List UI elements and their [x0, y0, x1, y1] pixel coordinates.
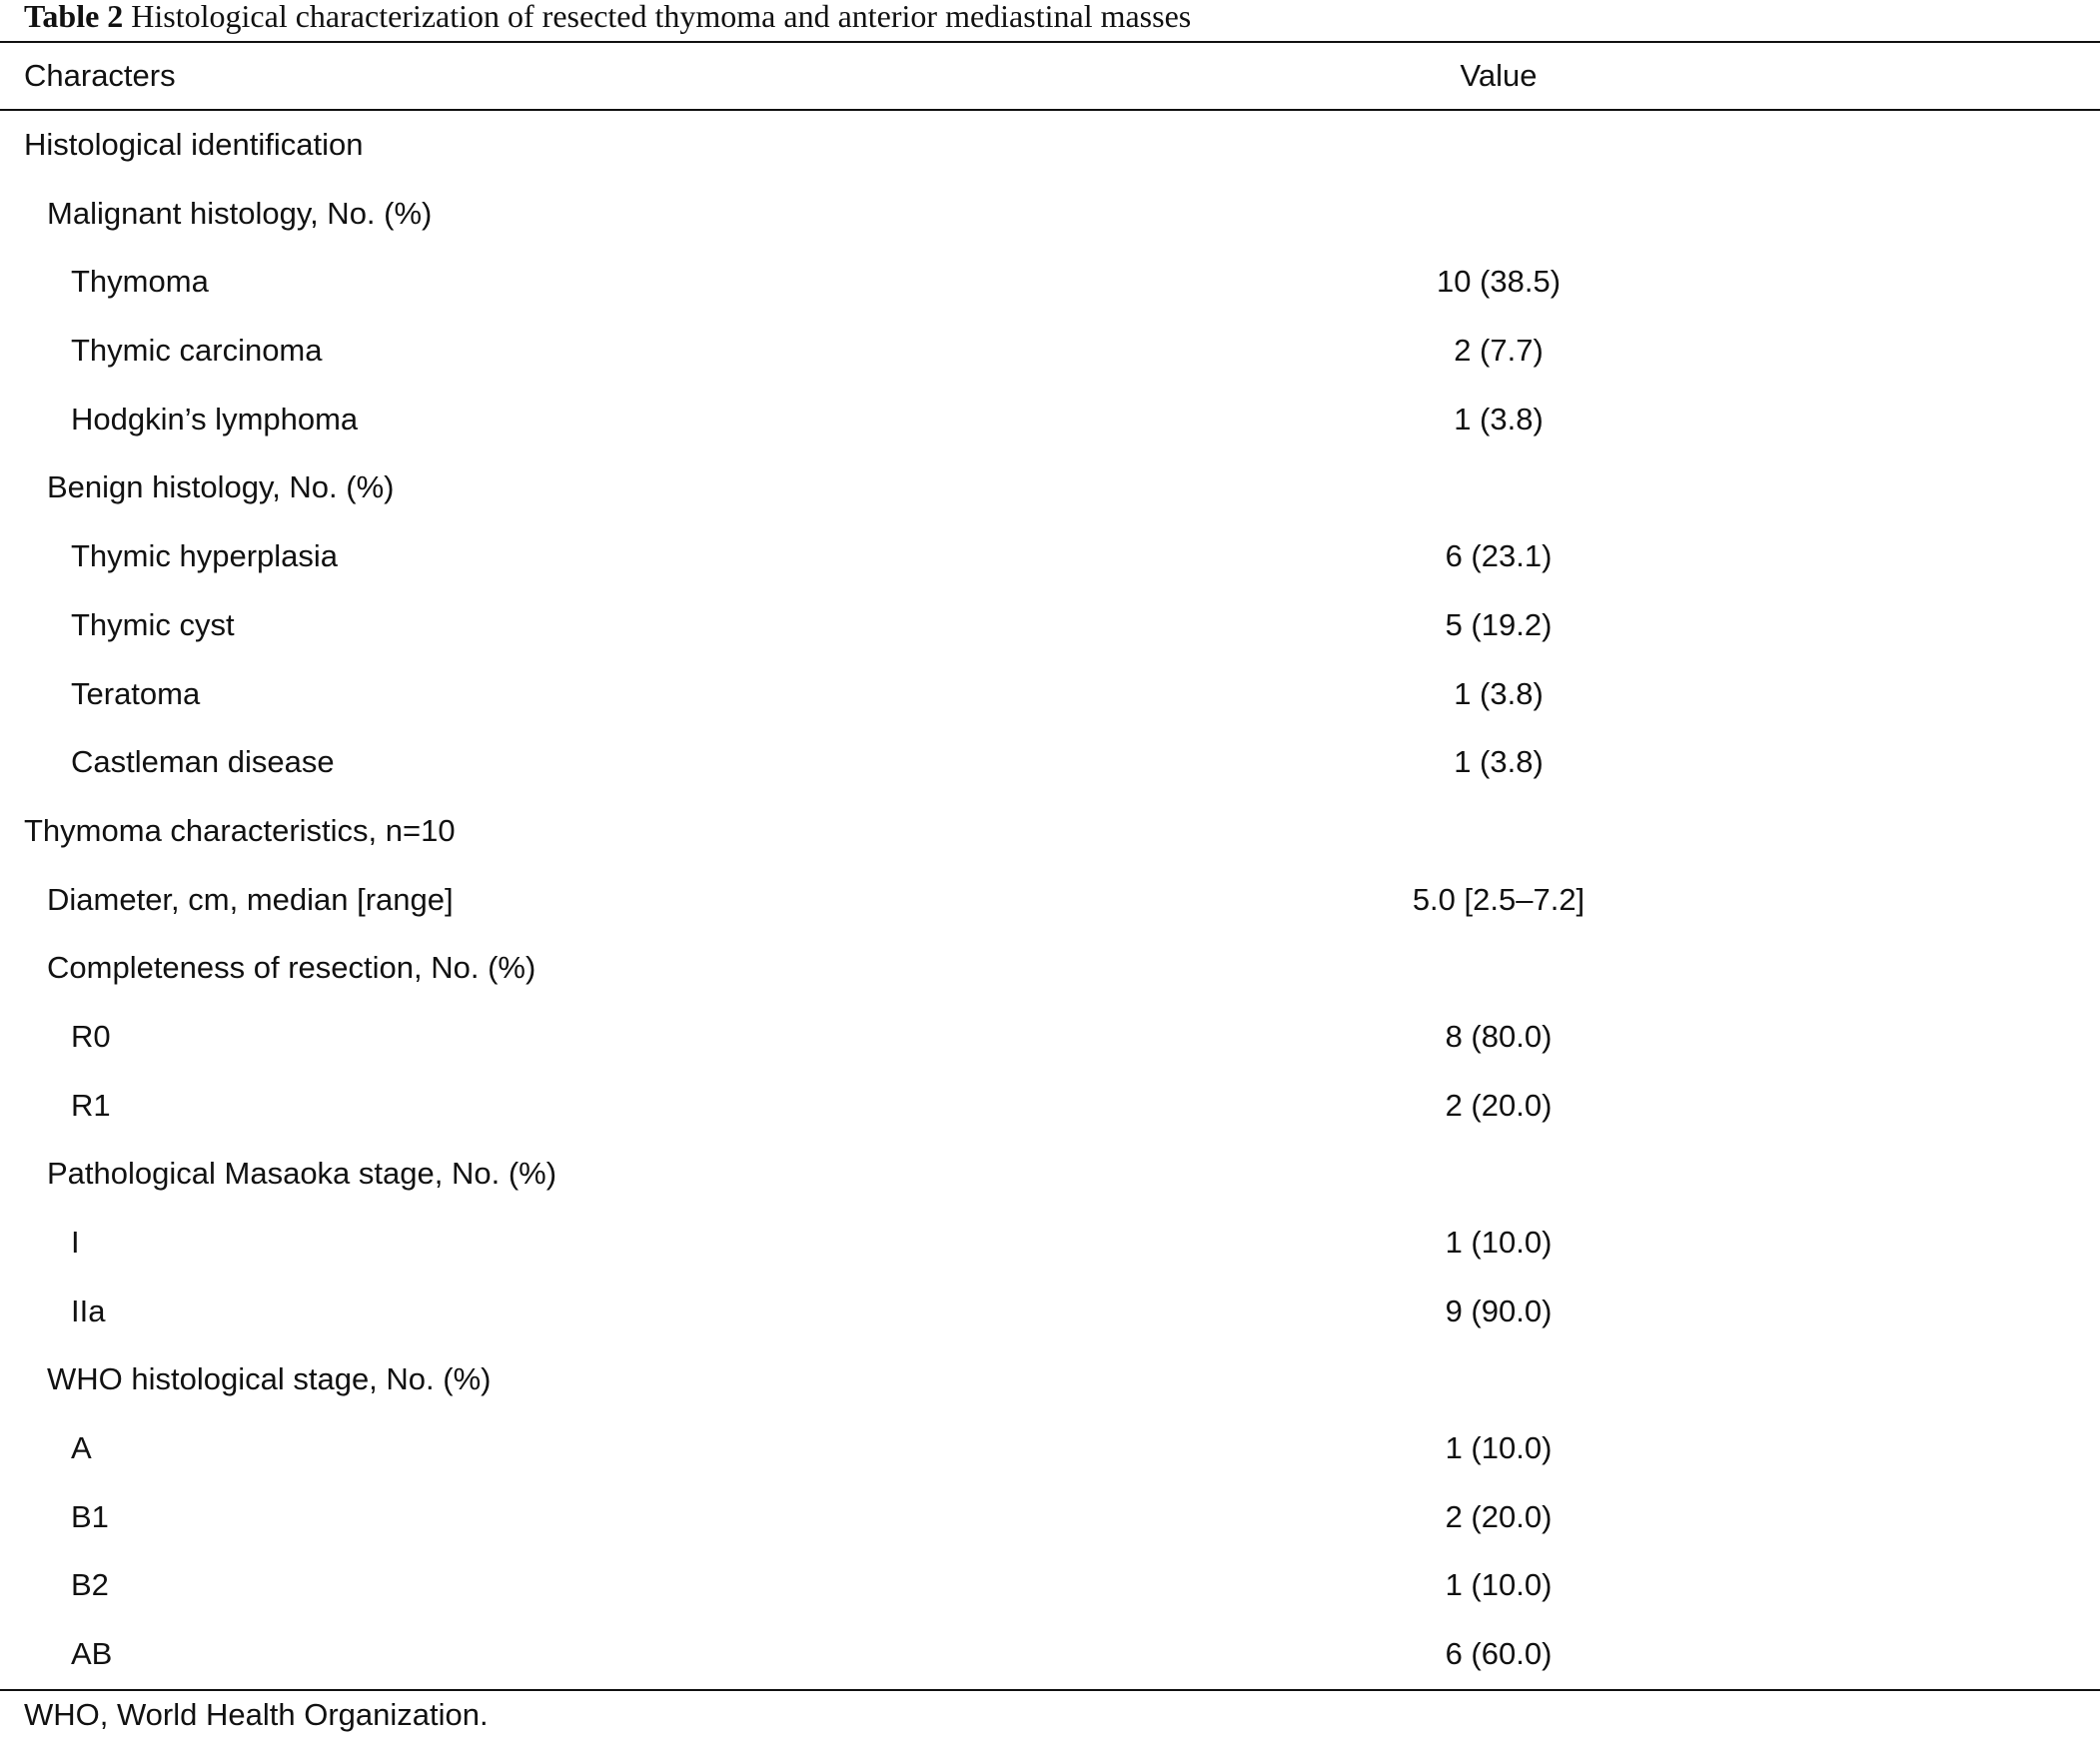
row-value: 5.0 [2.5–7.2] [1412, 881, 1585, 917]
row-label: R0 [71, 1018, 111, 1054]
table-row [0, 386, 2100, 454]
table-row [0, 1483, 2100, 1552]
row-label: Thymoma [71, 264, 209, 300]
table-row [0, 317, 2100, 386]
row-label: Thymic carcinoma [71, 333, 323, 369]
row-label: Castleman disease [71, 744, 335, 780]
table-row [0, 1345, 2100, 1414]
table-caption [24, 0, 1191, 38]
table-row [0, 866, 2100, 935]
table-row [0, 1278, 2100, 1346]
row-label: Thymic cyst [71, 606, 235, 642]
row-label: IIa [71, 1293, 106, 1328]
row-value: 2 (20.0) [1445, 1087, 1553, 1123]
table-bottom-rule [0, 1689, 2100, 1691]
row-label: R1 [71, 1087, 111, 1123]
table-row [0, 1003, 2100, 1072]
table-body [0, 111, 2100, 1689]
row-value: 9 (90.0) [1445, 1293, 1553, 1328]
row-label: WHO histological stage, No. (%) [47, 1361, 492, 1397]
table-footnote: WHO, World Health Organization. [24, 1697, 489, 1732]
table-row [0, 248, 2100, 317]
row-value: 1 (3.8) [1454, 401, 1544, 436]
row-label: Teratoma [71, 675, 201, 711]
table-row [0, 797, 2100, 866]
row-value: 1 (10.0) [1445, 1567, 1553, 1603]
table-caption-text: Histological characterization of resected thymoma and anterior mediastinal masses [131, 0, 1192, 34]
table-caption-label: Table 2 [24, 0, 124, 34]
row-label: Thymic hyperplasia [71, 538, 339, 574]
row-value: 10 (38.5) [1436, 264, 1562, 300]
table-row [0, 180, 2100, 249]
table-header [0, 43, 2100, 109]
table-row [0, 1414, 2100, 1483]
row-value: 1 (10.0) [1445, 1430, 1553, 1466]
table-row [0, 522, 2100, 591]
table-row [0, 1209, 2100, 1278]
row-label: AB [71, 1636, 113, 1672]
row-label: Hodgkin’s lymphoma [71, 401, 359, 436]
row-value: 8 (80.0) [1445, 1018, 1553, 1054]
row-label: I [71, 1225, 80, 1260]
row-label: Diameter, cm, median [range] [47, 881, 454, 917]
row-value: 1 (3.8) [1454, 744, 1544, 780]
row-value: 1 (3.8) [1454, 675, 1544, 711]
table-row [0, 1620, 2100, 1689]
row-label: Histological identification [24, 127, 364, 162]
column-header-value: Value [1460, 58, 1538, 93]
table-row [0, 591, 2100, 660]
column-header-characters: Characters [24, 58, 176, 93]
table-row [0, 453, 2100, 522]
table-row [0, 1551, 2100, 1620]
table-row [0, 934, 2100, 1003]
table-row [0, 660, 2100, 729]
table-row [0, 1072, 2100, 1141]
table-row [0, 1140, 2100, 1209]
row-value: 6 (60.0) [1445, 1636, 1553, 1672]
row-value: 2 (7.7) [1454, 333, 1544, 369]
row-value: 1 (10.0) [1445, 1225, 1553, 1260]
row-label: Benign histology, No. (%) [47, 469, 395, 505]
table-row [0, 728, 2100, 797]
row-value: 5 (19.2) [1445, 606, 1553, 642]
row-value: 6 (23.1) [1445, 538, 1553, 574]
row-label: A [71, 1430, 92, 1466]
row-value: 2 (20.0) [1445, 1498, 1553, 1534]
row-label: Pathological Masaoka stage, No. (%) [47, 1156, 557, 1192]
row-label: Completeness of resection, No. (%) [47, 950, 536, 986]
table-row [0, 111, 2100, 180]
row-label: B2 [71, 1567, 109, 1603]
row-label: B1 [71, 1498, 109, 1534]
row-label: Malignant histology, No. (%) [47, 195, 433, 231]
row-label: Thymoma characteristics, n=10 [24, 812, 456, 848]
